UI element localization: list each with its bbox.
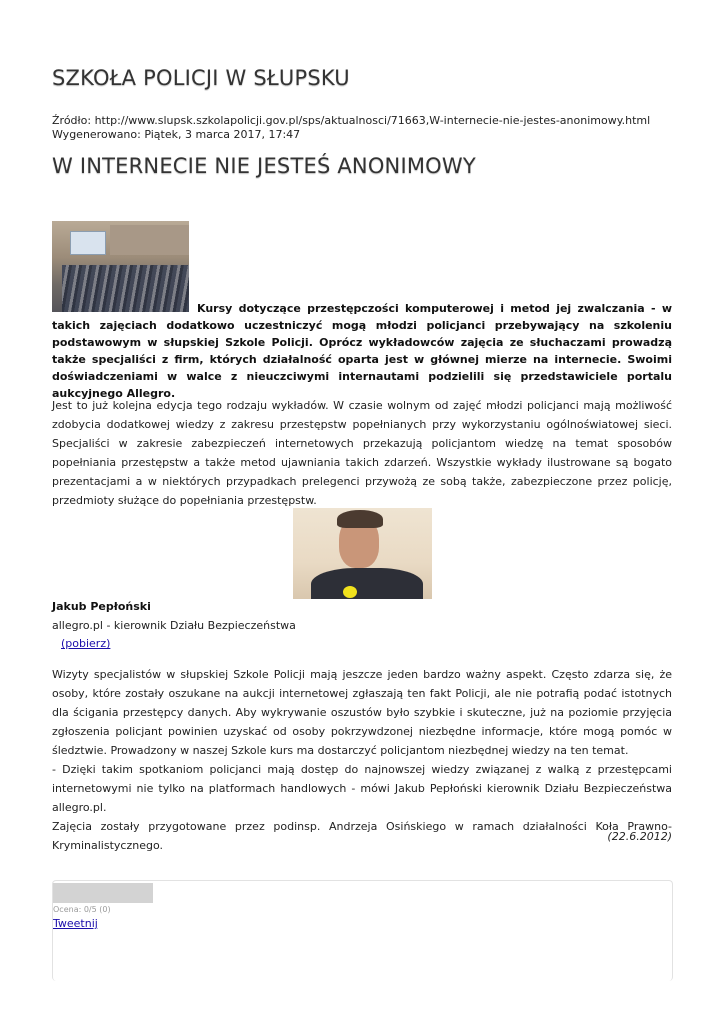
generated-line: Wygenerowano: Piątek, 3 marca 2017, 17:47 [52, 128, 301, 141]
lecture-photo [52, 221, 189, 312]
site-title: SZKOŁA POLICJI W SŁUPSKU [52, 66, 350, 90]
share-box [52, 880, 673, 981]
document-meta [52, 114, 650, 142]
rating-stars[interactable] [53, 883, 153, 903]
paragraph-2-part-3: Zajęcia zostały przygotowane przez podinsp. Andrzeja Osińskiego w ramach działalności Koła Prawno-Kryminalistycznego. [52, 820, 672, 852]
article-paragraph-1: Jest to już kolejna edycja tego rodzaju wykładów. W czasie wolnym od zajęć młodzi policjanci mają możliwość zdobycia dodatkowej wiedzy z zakresu przestępstw popełnianych przy wykorzystaniu ogólnoświatowej sieci. Specjaliści w zakresie zabezpieczeń internetowych przekazują policjantom wiedzę na temat sposobów popełniania przestępstw a także metod ujawniania takich zdarzeń. Wszystkie wykłady ilustrowane są bogato prezentacjami a w niektórych przypadkach prelegenci przywożą ze sobą także, zabezpieczone przez policję, przedmioty służące do popełniania przestępstw. [52, 399, 672, 507]
article-title: W INTERNECIE NIE JESTEŚ ANONIMOWY [52, 154, 476, 178]
paragraph-2-part-2: - Dzięki takim spotkaniom policjanci mają dostęp do najnowszej wiedzy związanej z walką z przestępcami internetowymi nie tylko na platformach handlowych - mówi Jakub Pepłoński kierownik Działu Bezpieczeństwa allegro.pl. [52, 763, 672, 814]
rating-text: Ocena: 0/5 (0) [53, 905, 111, 914]
speaker-hair [337, 510, 383, 528]
microphone [343, 586, 357, 598]
source-line: Źródło: http://www.slupsk.szkolapolicji.gov.pl/sps/aktualnosci/71663,W-internecie-nie-jestes-anonimowy.html [52, 114, 651, 127]
article-paragraph-2 [52, 665, 672, 855]
photo-wall [110, 225, 189, 255]
author-role: allegro.pl - kierownik Działu Bezpieczeństwa [52, 619, 296, 632]
speaker-body [311, 568, 423, 599]
article-lead [52, 300, 672, 402]
projection-screen [70, 231, 106, 255]
speaker-photo [293, 508, 432, 599]
article-date: (22.6.2012) [607, 830, 672, 843]
lead-text: Kursy dotyczące przestępczości komputerowej i metod jej zwalczania - w takich zajęciach dodatkowo uczestniczyć mogą młodzi policjanci przebywający na szkoleniu podstawowym w słupskiej Szkole Policji. Oprócz wykładowców zajęcia ze słuchaczami prowadzą także specjaliści z firm, których działalność oparta jest w głównej mierze na internecie. Swoimi doświadczeniami w walce z nieuczciwymi internautami podzielili się przedstawiciele portalu aukcyjnego Allegro. [52, 302, 672, 400]
author-name: Jakub Pepłoński [52, 600, 151, 613]
download-link[interactable]: (pobierz) [61, 637, 111, 650]
paragraph-2-part-1: Wizyty specjalistów w słupskiej Szkole Policji mają jeszcze jeden bardzo ważny aspekt. Często zdarza się, że osoby, które zostały oszukane na aukcji internetowej zgłaszają ten fakt Policji, ale nie potrafią podać istotnych dla ścigania przestępcy danych. Aby wykrywanie oszustów było szybkie i skuteczne, już na poziomie przyjęcia zgłoszenia policjant powinien uzyskać od osoby pokrzywdzonej niezbędne informacje, które mogą pomóc w śledztwie. Prowadzony w naszej Szkole kurs ma dostarczyć policjantom niezbędnej wiedzy na ten temat. [52, 668, 672, 757]
tweet-link[interactable]: Tweetnij [53, 917, 98, 930]
